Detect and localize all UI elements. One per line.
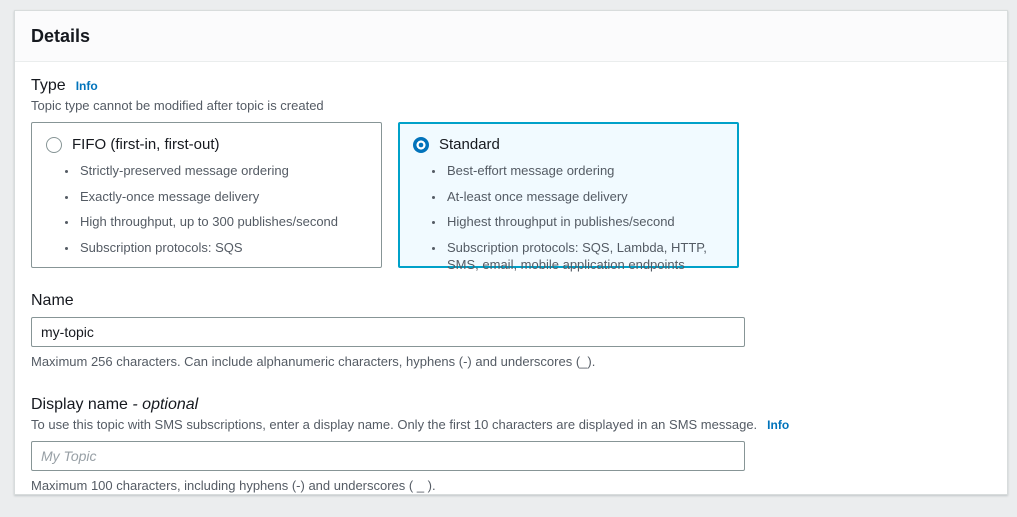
tile-standard-head <box>413 136 724 153</box>
type-description: Topic type cannot be modified after topic is created <box>31 98 324 113</box>
tile-fifo-head <box>46 136 367 153</box>
bullet-item: • Strictly-preserved message ordering <box>78 162 367 180</box>
bullet-item: • Highest throughput in publishes/second <box>445 213 724 231</box>
radio-fifo-unchecked-icon[interactable] <box>46 137 62 153</box>
type-label: Type <box>31 77 66 94</box>
bullet-item: • High throughput, up to 300 publishes/second <box>78 213 367 231</box>
bullet-item: • At-least once message delivery <box>445 188 724 206</box>
tile-standard-title: Standard <box>439 136 500 154</box>
tile-fifo-bullets <box>46 162 367 256</box>
tile-fifo-title: FIFO (first-in, first-out) <box>72 136 220 154</box>
tile-standard[interactable] <box>398 122 739 273</box>
bullet-item: • Subscription protocols: SQS, Lambda, HTTP, SMS, email, mobile application endpoints <box>445 239 724 274</box>
display-name-label: Display name - optional <box>31 396 199 414</box>
display-name-hint: Maximum 100 characters, including hyphens (-) and underscores ( _ ). <box>31 477 436 493</box>
topic-type-tiles <box>31 122 991 273</box>
display-name-label-row <box>31 396 991 414</box>
display-name-input[interactable] <box>31 441 745 471</box>
details-panel <box>14 10 1008 495</box>
panel-body <box>15 62 1007 517</box>
radio-standard-checked-icon[interactable] <box>413 137 429 153</box>
display-name-info-link[interactable]: Info <box>767 418 790 433</box>
type-info-link[interactable]: Info <box>75 79 98 93</box>
name-hint: Maximum 256 characters. Can include alphanumeric characters, hyphens (-) and underscores (_). <box>31 354 596 370</box>
bullet-item: • Exactly-once message delivery <box>78 188 367 206</box>
display-name-description: To use this topic with SMS subscriptions, enter a display name. Only the first 10 characters are displayed in an SMS message. Info <box>31 417 790 433</box>
tile-standard-bullets <box>413 162 724 274</box>
panel-header <box>15 11 1007 62</box>
type-label-row <box>31 77 991 95</box>
tile-fifo[interactable] <box>31 122 382 268</box>
name-input[interactable] <box>31 317 745 347</box>
panel-title: Details <box>31 26 91 46</box>
name-label: Name <box>31 292 74 310</box>
display-name-section <box>31 396 991 492</box>
bullet-item: • Subscription protocols: SQS <box>78 239 367 257</box>
type-section <box>31 77 991 273</box>
display-name-optional-label: - optional <box>132 396 199 414</box>
bullet-item: • Best-effort message ordering <box>445 162 724 180</box>
name-section <box>31 292 991 369</box>
